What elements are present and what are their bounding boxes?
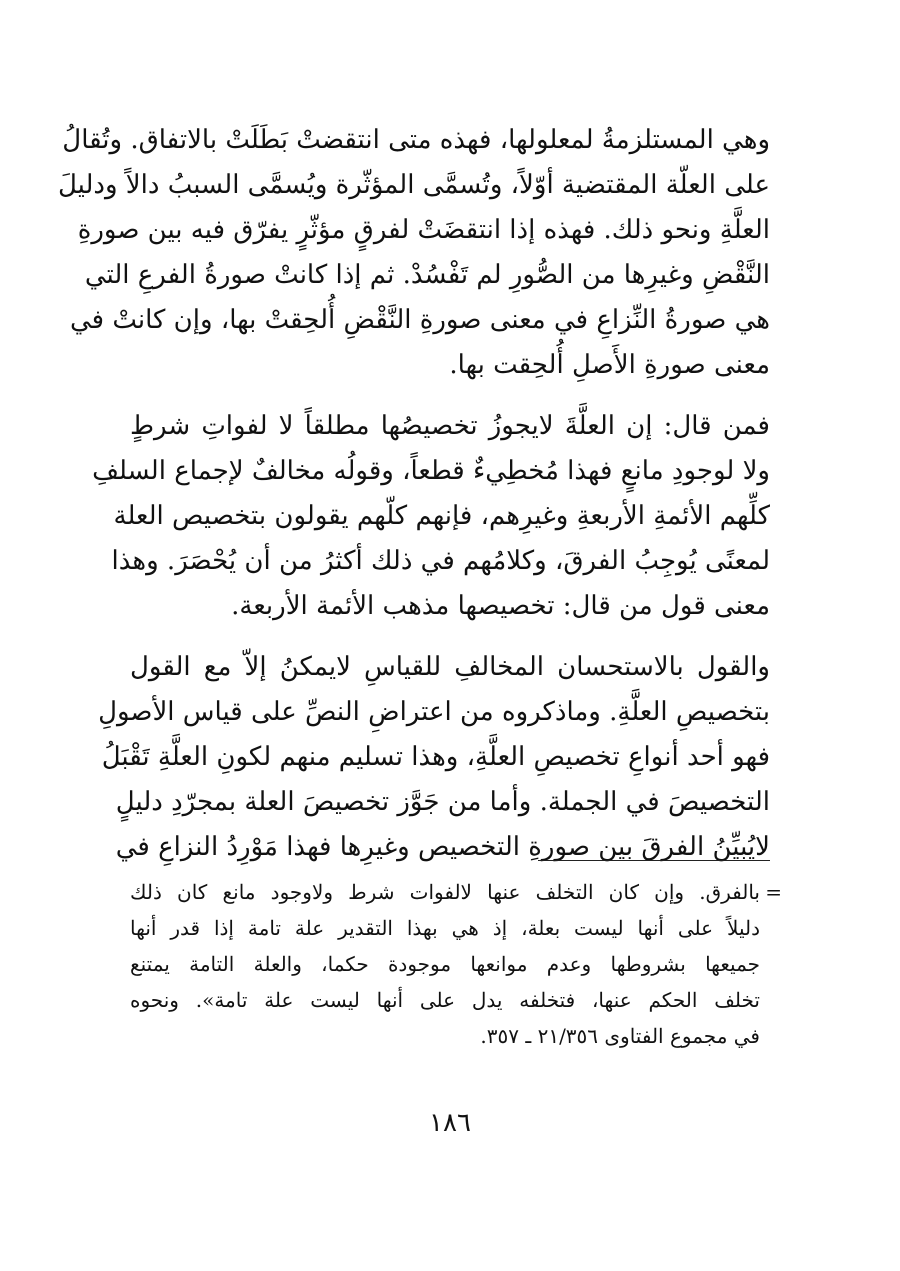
paragraph-1 (57, 118, 770, 388)
text-line: والقول بالاستحسان المخالفِ للقياسِ لايمكنُ إلاّ مع القول (130, 652, 770, 682)
text-line: بتخصيصِ العلَّةِ. وماذكروه من اعتراضِ النصِّ على قياس الأصولِ (98, 697, 770, 727)
footnote-line: في مجموع الفتاوى ٢١/٣٥٦ ـ ٣٥٧. (480, 1024, 760, 1048)
text-line: فمن قال: إن العلَّةَ لايجوزُ تخصيصُها مطلقاً لا لفواتِ شرطٍ (130, 411, 770, 441)
text-line: كلِّهم الأئمةِ الأربعةِ وغيرِهم، فإنهم كلّهم يقولون بتخصيص العلة (113, 501, 770, 531)
text-line: فهو أحد أنواعِ تخصيصِ العلَّةِ، وهذا تسليم منهم لكونِ العلَّةِ تَقْبَلُ (101, 742, 770, 772)
main-text (57, 118, 770, 886)
page-number: ١٨٦ (429, 1108, 471, 1138)
text-line: العلَّةِ ونحو ذلك. فهذه إذا انتقضَتْ لفرقٍ مؤثّرٍ يفرّق فيه بين صورةِ (77, 215, 770, 245)
footnote-line: بالفرق. وإن كان التخلف عنها لالفوات شرط ولاوجود مانع كان ذلك (130, 880, 760, 904)
text-line: معنى قول من قال: تخصيصها مذهب الأئمة الأربعة. (231, 591, 770, 621)
paragraph-2 (92, 404, 770, 629)
text-line: ولا لوجودِ مانعٍ فهذا مُخطِيءٌ قطعاً، وقولُه مخالفٌ لإجماع السلفِ (92, 456, 770, 486)
text-line: معنى صورةِ الأَصلِ أُلحِقت بها. (449, 350, 770, 380)
paragraph-3 (98, 645, 770, 870)
footnote-line: جميعها بشروطها وعدم موانعها موجودة حكما، والعلة التامة يمتنع (130, 952, 760, 976)
text-line: هي صورةُ النِّزاعِ في معنى صورةِ النَّقْضِ أُلحِقتْ بها، وإن كانتْ في (69, 305, 770, 335)
text-line: وهي المستلزمةُ لمعلولها، فهذه متى انتقضتْ بَطَلَتْ بالاتفاق. وتُقالُ (62, 125, 770, 155)
footnote-line: دليلاً على أنها ليست بعلة، إذ هي بهذا التقدير علة تامة إذا قدر أنها (130, 916, 760, 940)
text-line: لايُبيِّنُ الفرقَ بين صورةِ التخصيص وغيرِها فهذا مَوْرِدُ النزاعِ في (115, 832, 770, 862)
footnote-separator (538, 860, 770, 861)
footnote-continuation-marker: = (765, 880, 782, 904)
text-line: لمعنًى يُوجِبُ الفرقَ، وكلامُهم في ذلك أكثرُ من أن يُحْصَرَ. وهذا (111, 546, 770, 576)
text-line: التخصيصَ في الجملة. وأما من جَوَّز تخصيصَ العلة بمجرّدِ دليلٍ (115, 787, 770, 817)
footnote-line: تخلف الحكم عنها، فتخلفه يدل على أنها ليست علة تامة». ونحوه (130, 988, 760, 1012)
footnote (130, 874, 782, 1054)
text-line: على العلّة المقتضية أوّلاً، وتُسمَّى المؤثّرة ويُسمَّى السببُ دالاً ودليلَ (57, 170, 770, 200)
text-line: النَّقْضِ وغيرِها من الصُّورِ لم تَفْسُدْ. ثم إذا كانتْ صورةُ الفرعِ التي (84, 260, 770, 290)
